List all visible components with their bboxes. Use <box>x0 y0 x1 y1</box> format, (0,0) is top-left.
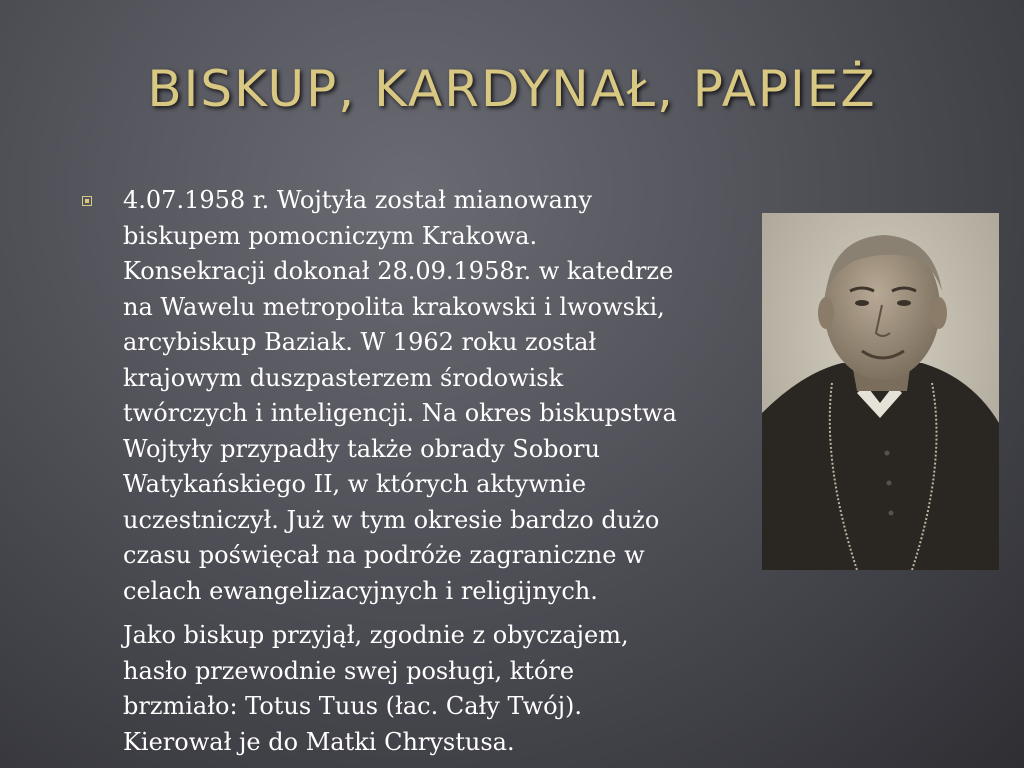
slide-title: BISKUP, KARDYNAŁ, PAPIEŻ <box>147 60 877 118</box>
paragraph-2: Jako biskup przyjął, zgodnie z obyczajem, hasło przewodnie swej posługi, które brzmiało: Totus Tuus (łac. Cały Twój). Kierował je do Matki Chrystusa. <box>123 621 629 756</box>
paragraph-1: 4.07.1958 r. Wojtyła został mianowany biskupem pomocniczym Krakowa. Konsekracji dokonał 28.09.1958r. w katedrze na Wawelu metropolita krakowski i lwowski, arcybiskup Baziak. W 1962 roku został krajowym duszpasterzem środowisk twórczych i inteligencji. Na okres biskupstwa Wojtyły przypadły także obrady Soboru Watykańskiego II, w których aktywnie uczestniczył. Już w tym okresie bardzo dużo czasu poświęcał na podróże zagraniczne w celach ewangelizacyjnych i religijnych. <box>123 186 677 605</box>
portrait-photo <box>762 213 999 570</box>
slide-body <box>82 183 722 760</box>
square-bullet-icon <box>82 196 92 206</box>
